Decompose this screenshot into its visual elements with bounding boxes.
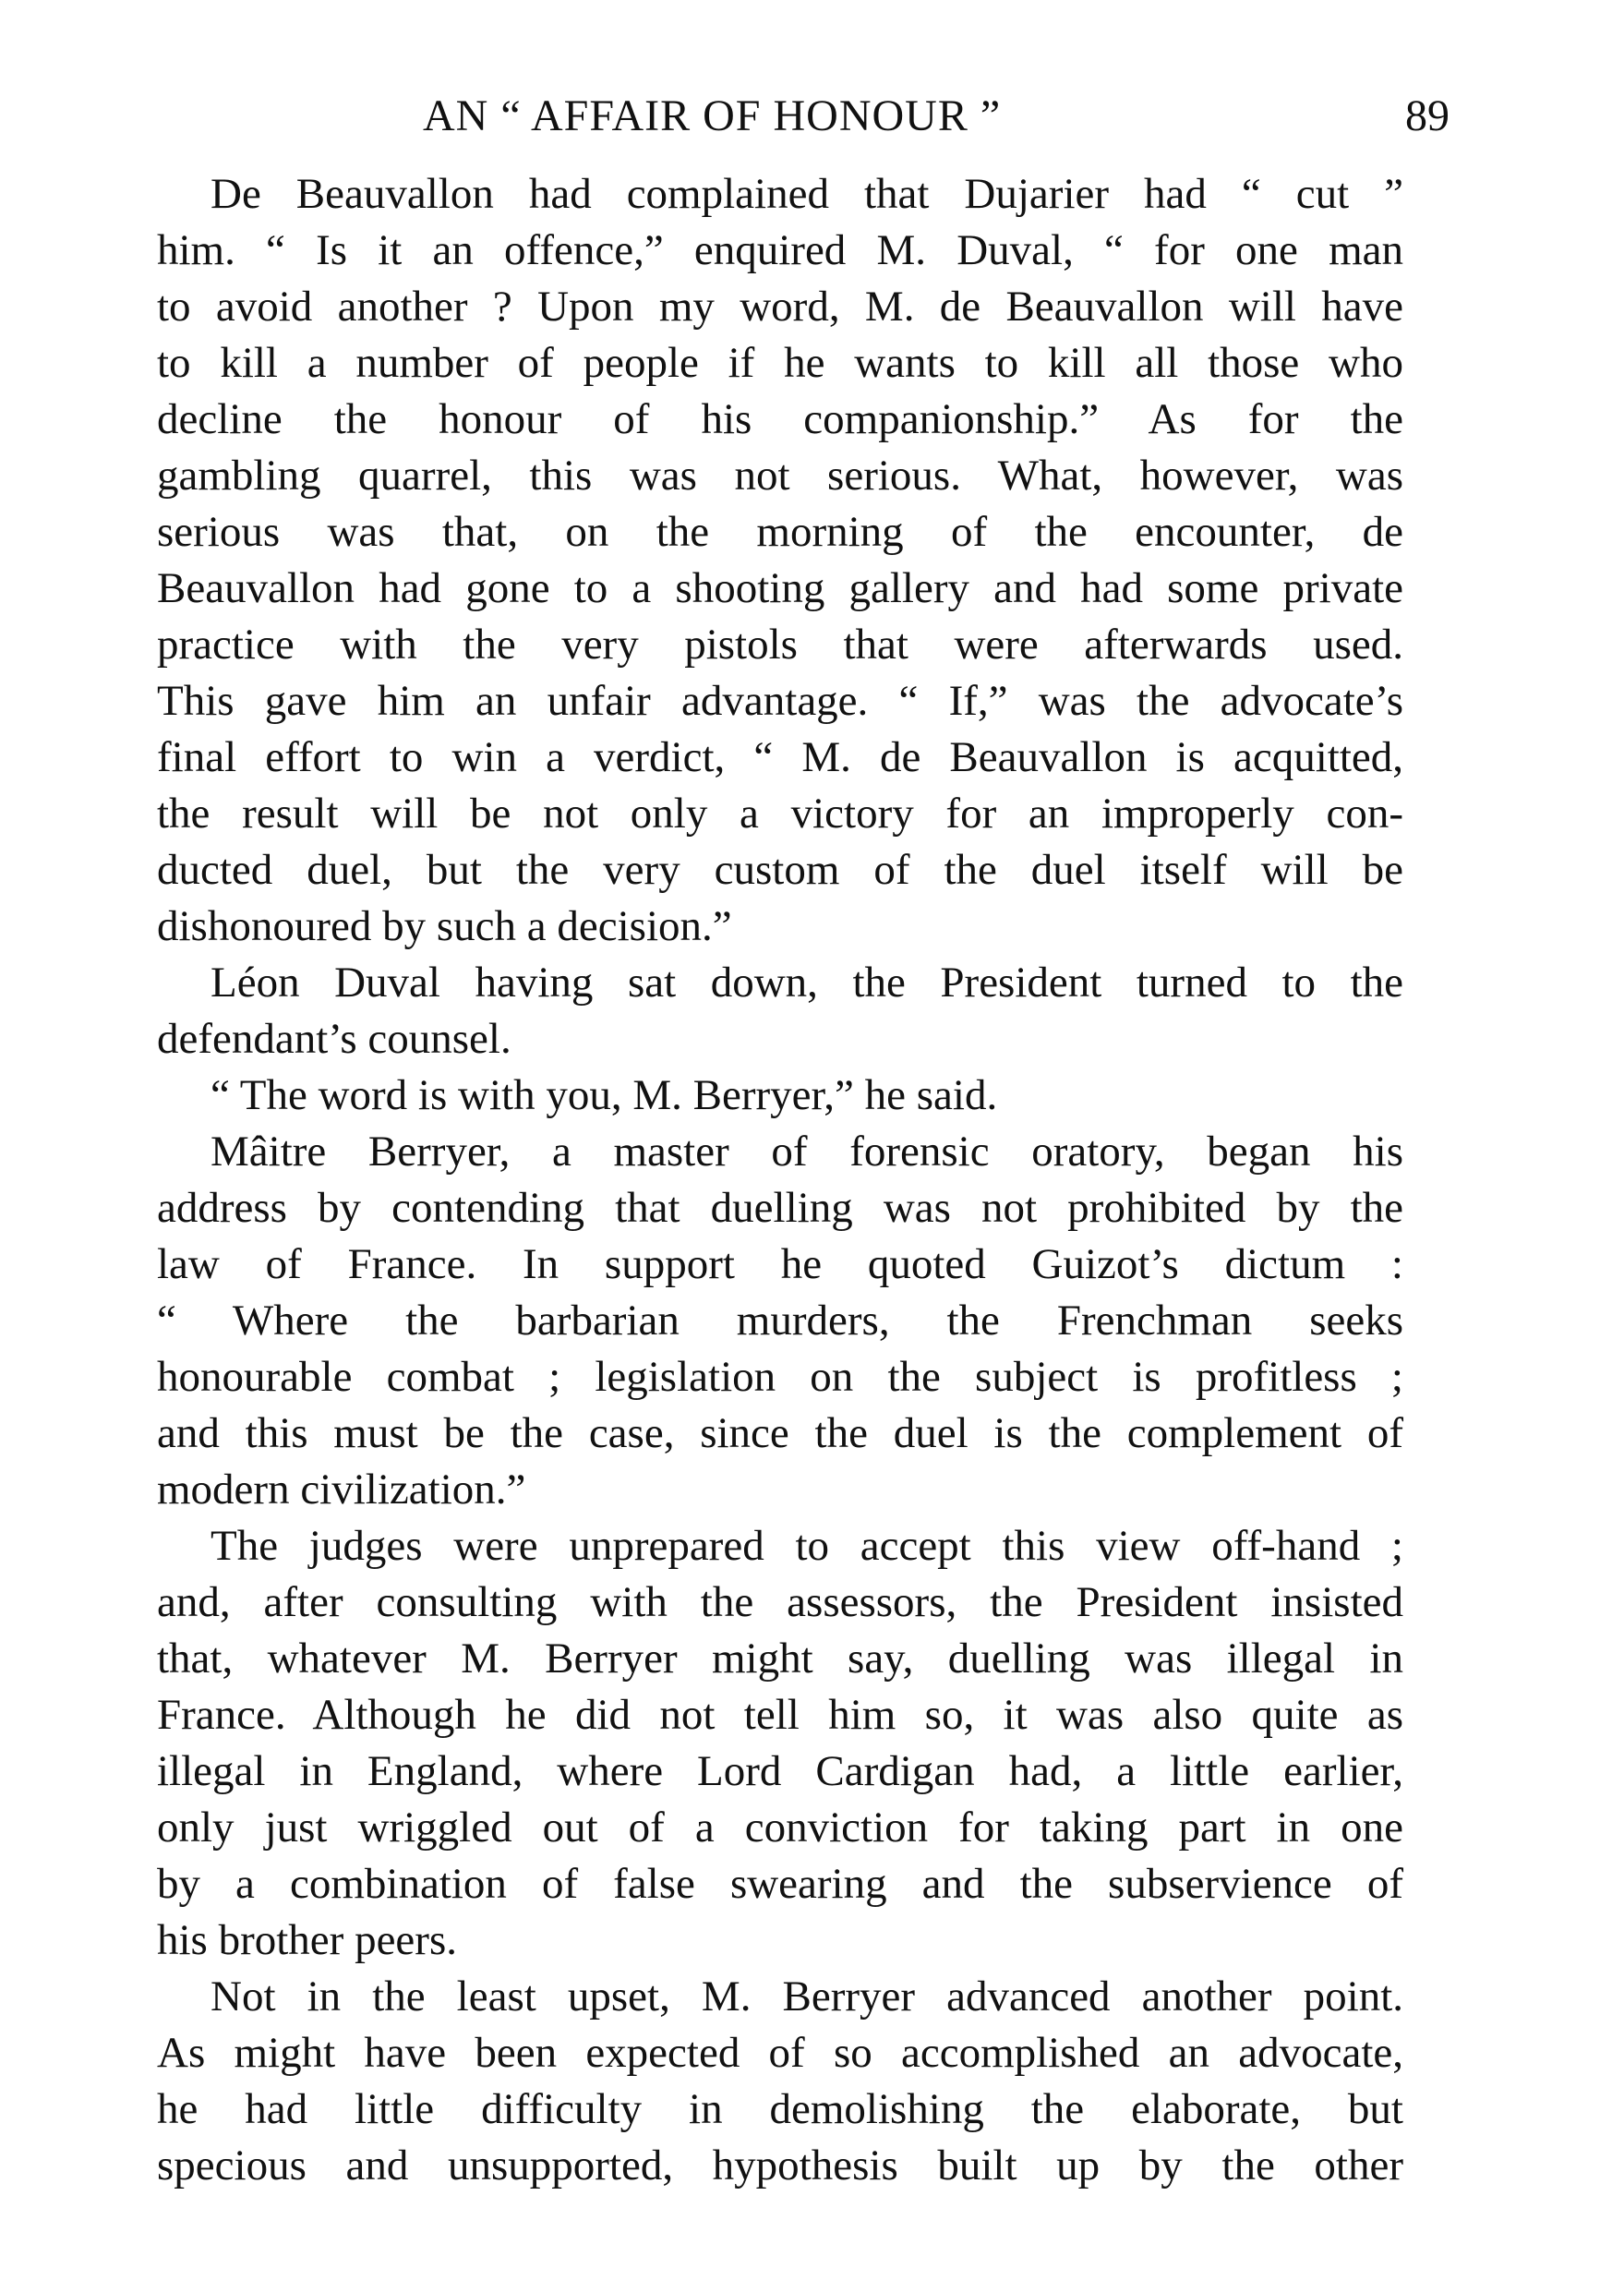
text-line: him. “ Is it an offence,” enquired M. Duval, “ for one man [157, 226, 1403, 274]
text-line: specious and unsupported, hypothesis built up by the other [157, 2141, 1403, 2190]
paragraph-4 [157, 1124, 1403, 1518]
paragraph-6 [157, 1969, 1403, 2194]
page-number: 89 [1405, 91, 1450, 140]
text-line: Not in the least upset, M. Berryer advanced another point. [211, 1972, 1403, 2021]
text-line: gambling quarrel, this was not serious. What, however, was [157, 452, 1403, 500]
text-line: The judges were unprepared to accept this view off-hand ; [211, 1522, 1403, 1570]
text-line: decline the honour of his companionship.” As for the [157, 395, 1403, 443]
text-line: and this must be the case, since the duel is the complement of [157, 1409, 1403, 1457]
text-line: ducted duel, but the very custom of the duel itself will be [157, 846, 1403, 894]
paragraph-1 [157, 166, 1403, 955]
text-line: Beauvallon had gone to a shooting gallery and had some private [157, 564, 1403, 612]
text-line: by a combination of false swearing and the subservience of [157, 1860, 1403, 1908]
text-line: address by contending that duelling was not prohibited by the [157, 1184, 1403, 1232]
text-line: Mâitre Berryer, a master of forensic oratory, began his [211, 1128, 1403, 1176]
text-line: modern civilization.” [157, 1466, 526, 1514]
text-line: illegal in England, where Lord Cardigan had, a little earlier, [157, 1747, 1403, 1795]
text-line: Léon Duval having sat down, the President turned to the [211, 959, 1403, 1007]
page-header [157, 89, 1450, 144]
text-line: dishonoured by such a decision.” [157, 902, 732, 950]
text-line: This gave him an unfair advantage. “ If,” was the advocate’s [157, 677, 1403, 725]
text-line: his brother peers. [157, 1916, 457, 1964]
text-line: and, after consulting with the assessors, the President insisted [157, 1578, 1403, 1626]
text-line: De Beauvallon had complained that Dujarier had “ cut ” [211, 170, 1403, 218]
text-line: the result will be not only a victory for an improperly con- [157, 790, 1403, 838]
text-line: “ Where the barbarian murders, the Frenchman seeks [157, 1297, 1403, 1345]
text-line: serious was that, on the morning of the encounter, de [157, 508, 1403, 556]
text-line: defendant’s counsel. [157, 1015, 511, 1063]
paragraph-3 [157, 1068, 1403, 1124]
text-line: he had little difficulty in demolishing the elaborate, but [157, 2085, 1403, 2133]
paragraph-2 [157, 955, 1403, 1068]
text-line: only just wriggled out of a conviction for taking part in one [157, 1803, 1403, 1852]
text-line: honourable combat ; legislation on the subject is profitless ; [157, 1353, 1403, 1401]
text-line: to kill a number of people if he wants to kill all those who [157, 339, 1403, 387]
text-line: France. Although he did not tell him so, it was also quite as [157, 1691, 1403, 1739]
text-line: to avoid another ? Upon my word, M. de Beauvallon will have [157, 283, 1403, 331]
paragraph-5 [157, 1518, 1403, 1969]
text-line: practice with the very pistols that were afterwards used. [157, 621, 1403, 669]
text-line: “ The word is with you, M. Berryer,” he said. [211, 1071, 998, 1119]
text-line: As might have been expected of so accomplished an advocate, [157, 2029, 1403, 2077]
text-line: that, whatever M. Berryer might say, duelling was illegal in [157, 1635, 1403, 1683]
running-title: AN “ AFFAIR OF HONOUR ” [423, 91, 1002, 140]
text-line: law of France. In support he quoted Guizot’s dictum : [157, 1240, 1403, 1288]
text-line: final effort to win a verdict, “ M. de Beauvallon is acquitted, [157, 733, 1403, 781]
body-text [157, 166, 1403, 2194]
